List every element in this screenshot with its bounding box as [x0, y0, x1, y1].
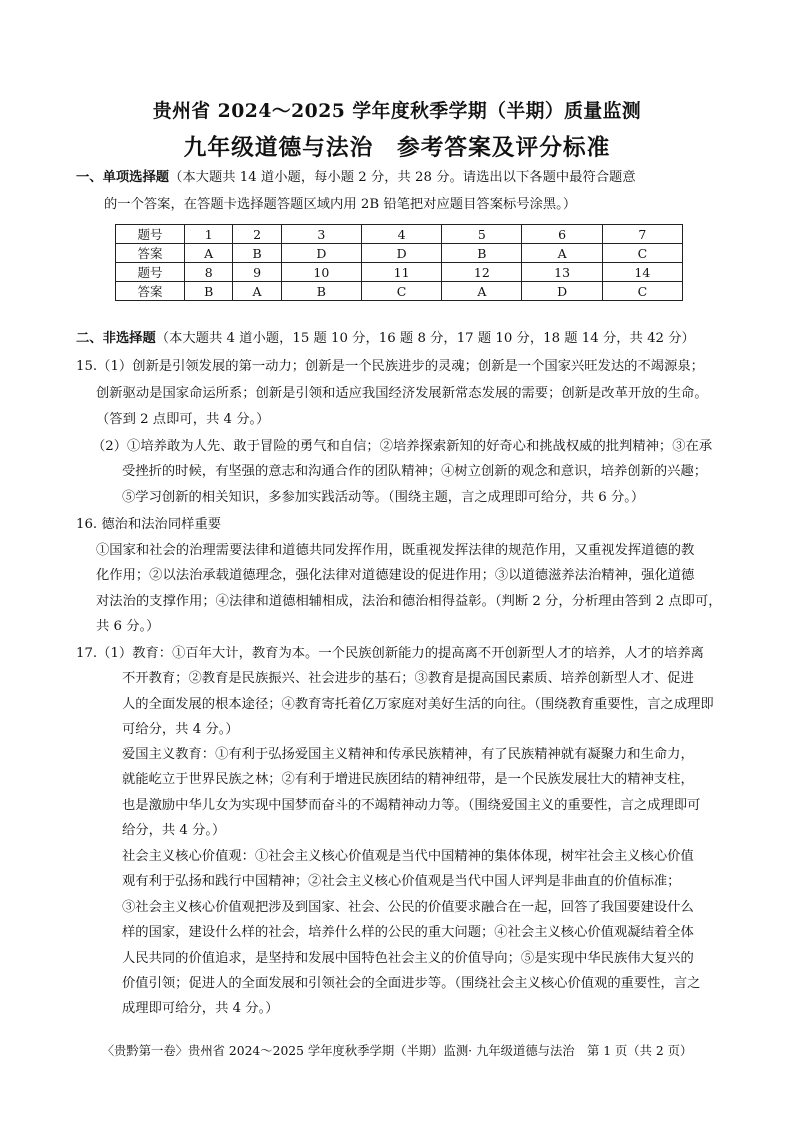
answer-table-row [116, 282, 683, 301]
answer-table-cell: D [361, 244, 441, 263]
section1-intro [76, 169, 636, 187]
answer-text-line: 社会主义核心价值观：①社会主义核心价值观是当代中国精神的集体体现，树牢社会主义核心价值 [122, 849, 694, 864]
answer-table-cell: C [602, 282, 682, 301]
answer-text-line: 共 6 分。） [96, 619, 160, 634]
answer-text-line: 不开教育；②教育是民族振兴、社会进步的基石；③教育是提高国民素质、培养创新型人才、促进 [122, 671, 694, 686]
document-title: 贵州省 2024～2025 学年度秋季学期（半期）质量监测 [152, 100, 642, 122]
answer-table-cell: 6 [522, 225, 602, 244]
answer-table-cell: 8 [185, 263, 233, 282]
answer-table-cell: D [522, 282, 602, 301]
answer-table-cell: 2 [233, 225, 281, 244]
answer-text-line: 人的全面发展的根本途径；④教育寄托着亿万家庭对美好生活的向往。（围绕教育重要性，言之成理即 [122, 697, 714, 712]
answer-text-line: 创新驱动是国家命运所系；创新是引领和适应我国经济发展新常态发展的需要；创新是改革开放的生命。 [96, 386, 708, 401]
answer-text-line: 样的国家，建设什么样的社会，培养什么样的公民的重大问题；④社会主义核心价值观凝结着全体 [122, 925, 694, 940]
answer-text-line: 人民共同的价值追求，是坚持和发展中国特色社会主义的价值导向；⑤是实现中华民族伟大复兴的 [122, 951, 694, 966]
answer-text-line: 给分，共 4 分。） [122, 823, 226, 838]
answer-table-cell: D [281, 244, 361, 263]
answer-table-cell: A [233, 282, 281, 301]
answer-table-cell: 7 [602, 225, 682, 244]
section1-intro-line1: （本大题共 14 道小题，每小题 2 分，共 28 分。请选出以下各题中最符合题意 [169, 170, 636, 185]
answer-table-cell: 14 [602, 263, 682, 282]
answer-table-cell: B [185, 282, 233, 301]
document-subtitle: 九年级道德与法治 参考答案及评分标准 [183, 135, 611, 161]
section2-heading: 二、非选择题 [76, 331, 156, 346]
answer-text-line: 观有利于弘扬和践行中国精神；②社会主义核心价值观是当代中国人评判是非曲直的价值标准； [122, 874, 681, 889]
answer-text-line: 就能屹立于世界民族之林；②有利于增进民族团结的精神纽带，是一个民族发展壮大的精神支柱， [122, 772, 694, 787]
answer-table-row [116, 244, 683, 263]
answer-text-line: ⑤学习创新的相关知识，多参加实践活动等。（围绕主题，言之成理即可给分，共 6 分。） [122, 490, 645, 505]
answer-text-line: 15.（1）创新是引领发展的第一动力；创新是一个民族进步的灵魂；创新是一个国家兴旺发达的不竭源泉； [76, 359, 704, 374]
answer-table-row [116, 225, 683, 244]
answer-text-line: 受挫折的时候，有坚强的意志和沟通合作的团队精神；④树立创新的观念和意识，培养创新的兴趣； [122, 464, 708, 479]
answer-table-cell: A [522, 244, 602, 263]
answer-table-cell: 1 [185, 225, 233, 244]
answer-table-row [116, 263, 683, 282]
answer-text-line: 也是激励中华儿女为实现中国梦而奋斗的不竭精神动力等。（围绕爱国主义的重要性，言之成理即可 [122, 798, 701, 813]
answer-table-cell: C [361, 282, 441, 301]
answer-text-line: 可给分，共 4 分。） [122, 722, 239, 737]
answer-table [115, 224, 683, 301]
answer-table-cell: 10 [281, 263, 361, 282]
answer-table-cell: 9 [233, 263, 281, 282]
answer-table-row-label: 答案 [116, 244, 185, 263]
section1-heading: 一、单项选择题 [76, 170, 170, 185]
answer-text-line: 对法治的支撑作用；④法律和道德相辅相成，法治和德治相得益彰。（判断 2 分，分析理由答到 2 点即可， [96, 594, 722, 609]
answer-table-cell: A [442, 282, 522, 301]
answer-text-line: ①国家和社会的治理需要法律和道德共同发挥作用，既重视发挥法律的规范作用，又重视发挥道德的教 [96, 543, 695, 558]
answer-table-cell: 11 [361, 263, 441, 282]
answer-table-cell: B [233, 244, 281, 263]
answer-table-cell: A [185, 244, 233, 263]
section2-intro-text: （本大题共 4 道小题，15 题 10 分，16 题 8 分，17 题 10 分，18 题 14 分，共 42 分） [155, 331, 695, 346]
answer-text-line: （答到 2 点即可，共 4 分。） [96, 412, 270, 427]
answer-table-cell: 3 [281, 225, 361, 244]
section2-intro [76, 330, 695, 348]
section1-intro-line2: 的一个答案，在答题卡选择题答题区域内用 2B 铅笔把对应题目答案标号涂黑。） [104, 197, 577, 212]
answer-table-cell: 4 [361, 225, 441, 244]
answer-table-cell: 12 [442, 263, 522, 282]
answer-table-row-label: 题号 [116, 225, 185, 244]
page-footer: 〈贵黔第一卷〉贵州省 2024～2025 学年度秋季学期（半期）监测· 九年级道德与法治 第 1 页（共 2 页） [101, 1044, 693, 1058]
answer-table-row-label: 答案 [116, 282, 185, 301]
answer-text-line: 17.（1）教育：①百年大计，教育为本。一个民族创新能力的提高离不开创新型人才的培养，人才的培养离 [76, 646, 704, 661]
answer-text-line: 价值引领；促进人的全面发展和引领社会的全面进步等。（围绕社会主义核心价值观的重要性，言之 [122, 976, 701, 991]
answer-table-cell: B [281, 282, 361, 301]
answer-table-cell: B [442, 244, 522, 263]
answer-table-row-label: 题号 [116, 263, 185, 282]
answer-text-line: 16. 德治和法治同样重要 [76, 517, 222, 532]
answer-text-line: （2）①培养敢为人先、敢于冒险的勇气和自信；②培养探索新知的好奇心和挑战权威的批判精神；③在承 [92, 439, 713, 454]
answer-text-line: 化作用；②以法治承载道德理念，强化法律对道德建设的促进作用；③以道德滋养法治精神，强化道德 [96, 568, 695, 583]
answer-text-line: 爱国主义教育：①有利于弘扬爱国主义精神和传承民族精神，有了民族精神就有凝聚力和生命力， [122, 747, 694, 762]
answer-table-cell: C [602, 244, 682, 263]
answer-table-cell: 5 [442, 225, 522, 244]
answer-text-line: ③社会主义核心价值观把涉及到国家、社会、公民的价值要求融合在一起，回答了我国要建设什么 [122, 900, 694, 915]
answer-text-line: 成理即可给分，共 4 分。） [122, 1001, 279, 1016]
answer-table-cell: 13 [522, 263, 602, 282]
